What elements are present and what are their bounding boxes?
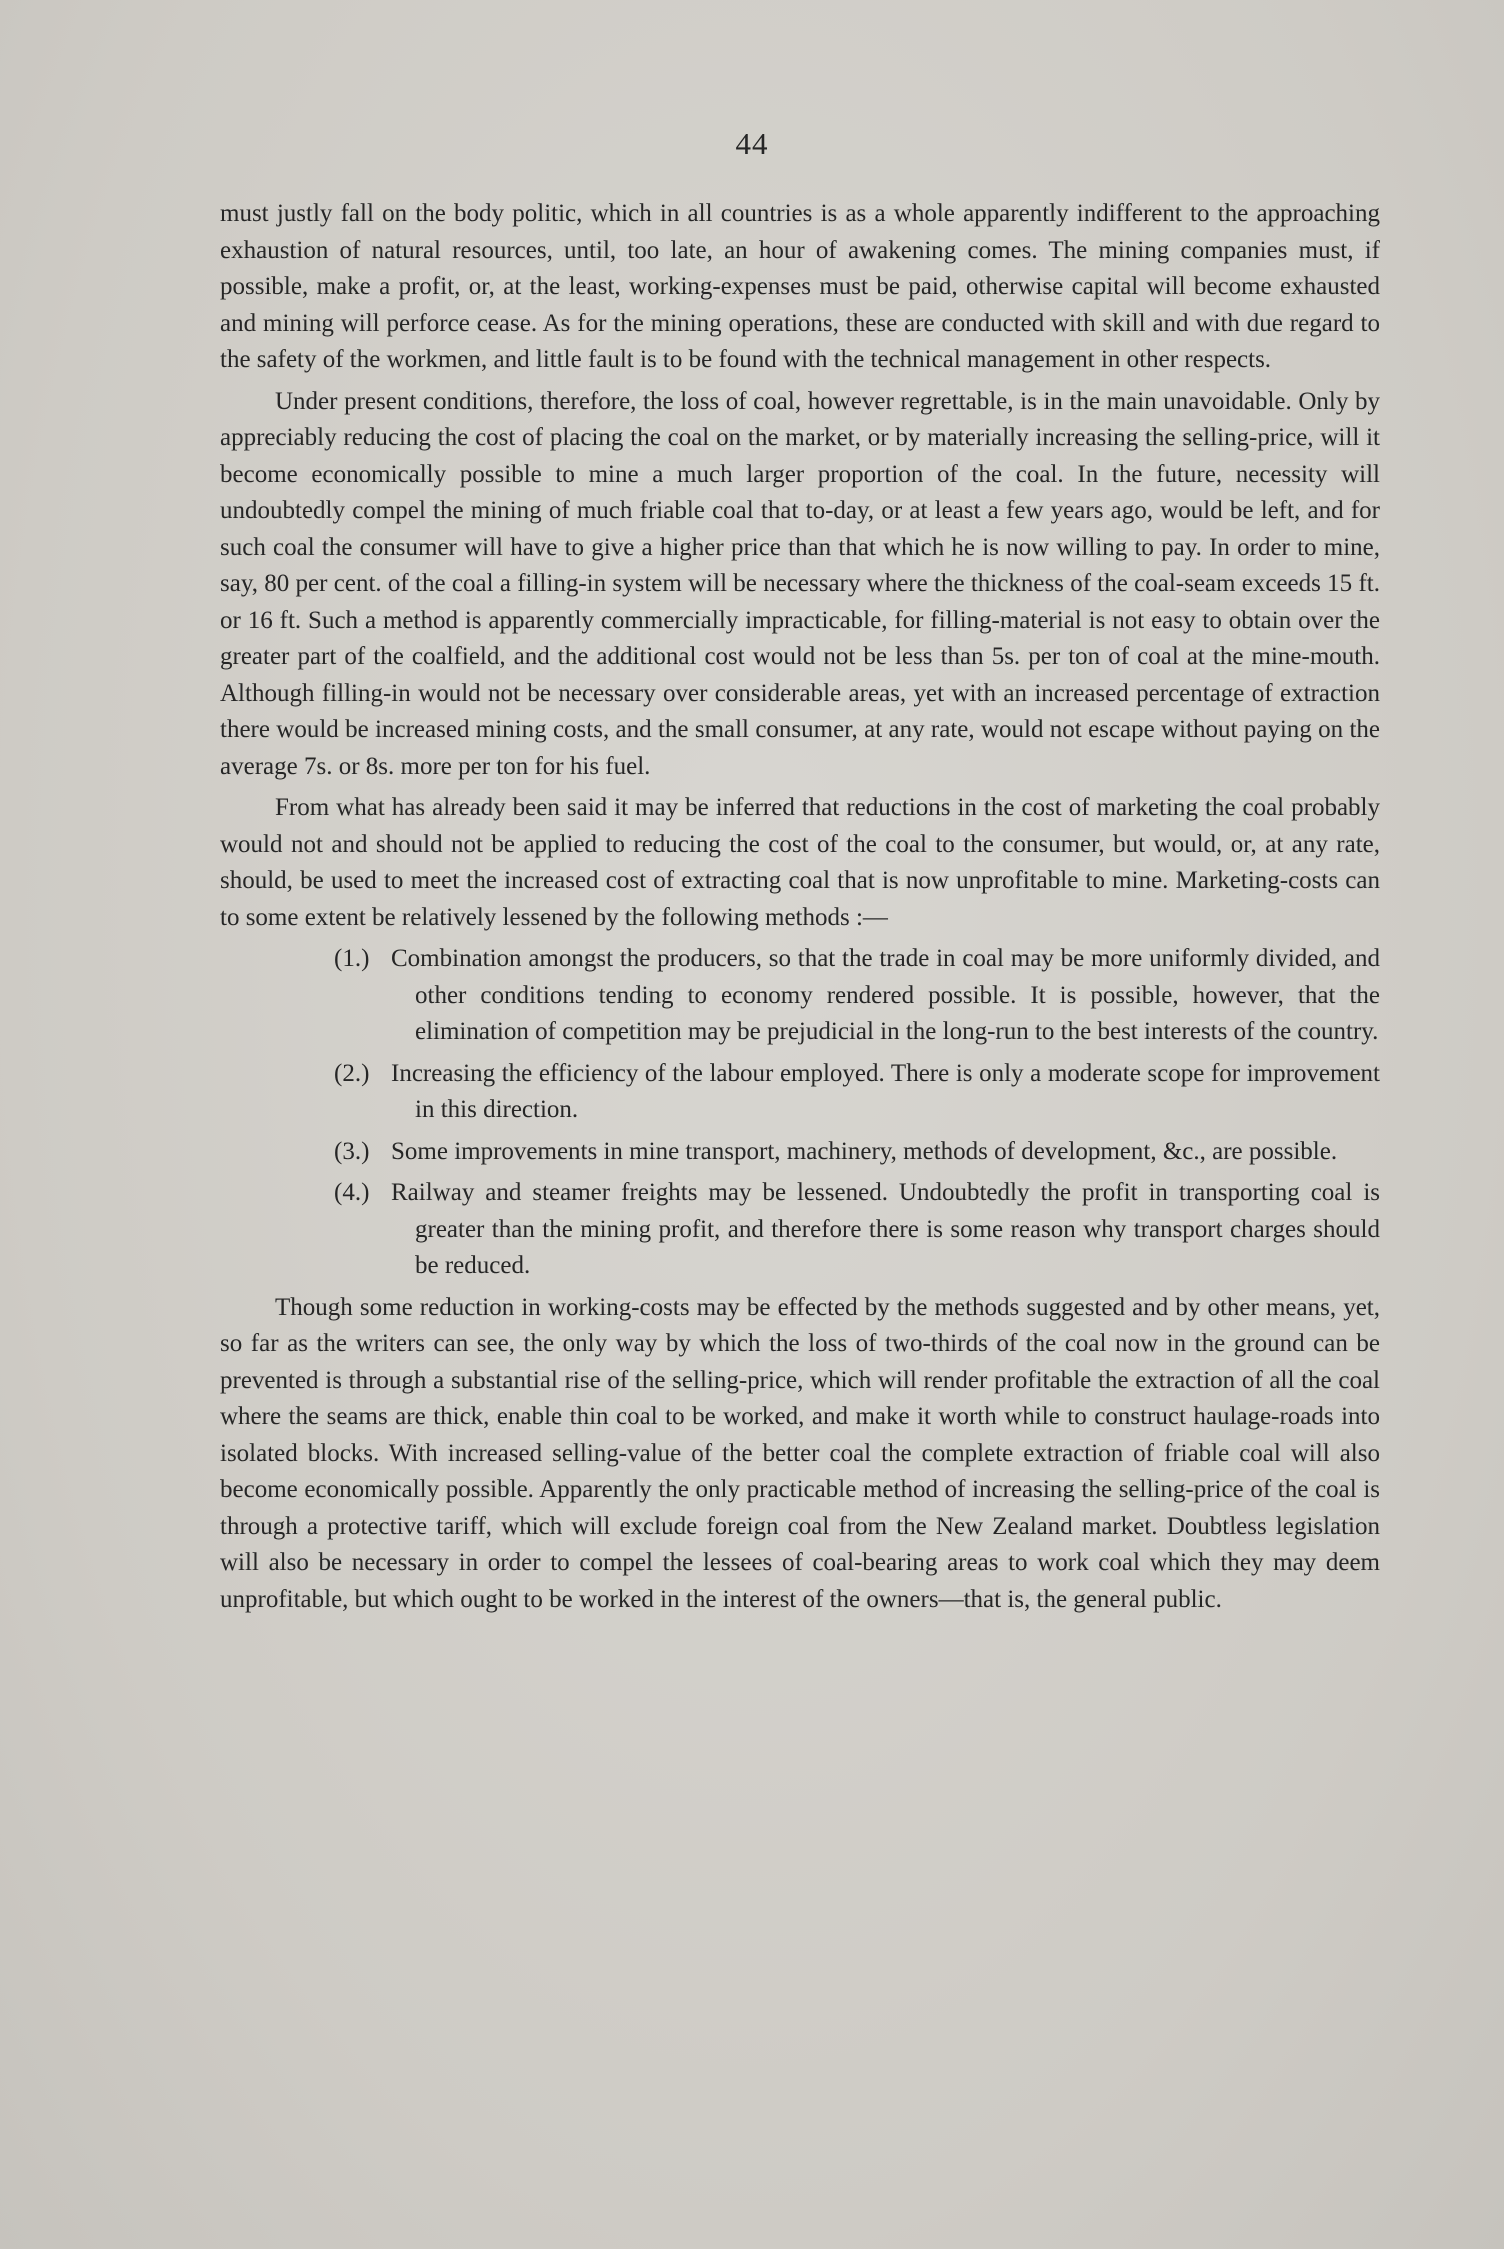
paragraph-present-conditions: Under present conditions, therefore, the loss of coal, however regrettable, is in the main unavoidable. Only by appreciably reducing the cost of placing the coal on the market, or by materially increasing the selling-price, will it become economically possible to mine a much larger proportion of the coal. In the future, necessity will undoubtedly compel the mining of much friable coal that to-day, or at least a few years ago, would be left, and for such coal the consumer will have to give a higher price than that which he is now willing to pay. In order to mine, say, 80 per cent. of the coal a filling-in system will be necessary where the thickness of the coal-seam exceeds 15 ft. or 16 ft. Such a method is apparently commercially impracticable, for filling-material is not easy to obtain over the greater part of the coalfield, and the additional cost would not be less than 5s. per ton of coal at the mine-mouth. Although filling-in would not be necessary over considerable areas, yet with an increased percentage of extraction there would be increased mining costs, and the small consumer, at any rate, would not escape without paying on the average 7s. or 8s. more per ton for his fuel. <box>220 387 1380 780</box>
methods-list <box>220 941 1380 1285</box>
list-item-text: Some improvements in mine transport, machinery, methods of development, &c., are possible. <box>391 1137 1338 1165</box>
body-text <box>220 196 1380 1623</box>
paragraph-marketing-costs: From what has already been said it may be inferred that reductions in the cost of marketing the coal probably would not and should not be applied to reducing the cost of the coal to the consumer, but would, or, at any rate, should, be used to meet the increased cost of extracting coal that is now unprofitable to mine. Marketing-costs can to some extent be relatively lessened by the following methods :— <box>220 794 1380 931</box>
list-item-number: (3.) <box>334 1137 370 1165</box>
page-number: 44 <box>735 126 769 161</box>
list-item <box>220 1175 1380 1285</box>
list-item-number: (4.) <box>334 1179 370 1206</box>
list-item-text: Combination amongst the producers, so that the trade in coal may be more uniformly divided, and other conditions tending to economy rendered possible. It is possible, however, that the elimination of competition may be prejudicial in the long-run to the best interests of the country. <box>391 945 1380 1045</box>
list-item <box>220 1134 1380 1171</box>
paragraph-conclusion: Though some reduction in working-costs may be effected by the methods suggested and by other means, yet, so far as the writers can see, the only way by which the loss of two-thirds of the coal now in the ground can be prevented is through a substantial rise of the selling-price, which will render profitable the extraction of all the coal where the seams are thick, enable thin coal to be worked, and make it worth while to construct haulage-roads into isolated blocks. With increased selling-value of the better coal the complete extraction of friable coal will also become economically possible. Apparently the only practicable method of increasing the selling-price of the coal is through a protective tariff, which will exclude foreign coal from the New Zealand market. Doubtless legislation will also be necessary in order to compel the lessees of coal-bearing areas to work coal which they may deem unprofitable, but which ought to be worked in the interest of the owners—that is, the general public. <box>220 1293 1380 1613</box>
list-item <box>220 1056 1380 1129</box>
list-item-number: (1.) <box>334 945 370 972</box>
list-item-number: (2.) <box>334 1059 370 1087</box>
list-item-text: Railway and steamer freights may be lessened. Undoubtedly the profit in transporting coal is greater than the mining profit, and therefore there is some reason why transport charges should be reduced. <box>391 1179 1380 1279</box>
list-item <box>220 941 1380 1051</box>
list-item-text: Increasing the efficiency of the labour employed. There is only a moderate scope for improvement in this direction. <box>391 1059 1380 1123</box>
paragraph-continuation: must justly fall on the body politic, which in all countries is as a whole apparently indifferent to the approaching exhaustion of natural resources, until, too late, an hour of awakening comes. The mining companies must, if possible, make a profit, or, at the least, working-expenses must be paid, otherwise capital will become exhausted and mining will perforce cease. As for the mining operations, these are conducted with skill and with due regard to the safety of the workmen, and little fault is to be found with the technical management in other respects. <box>220 200 1380 373</box>
